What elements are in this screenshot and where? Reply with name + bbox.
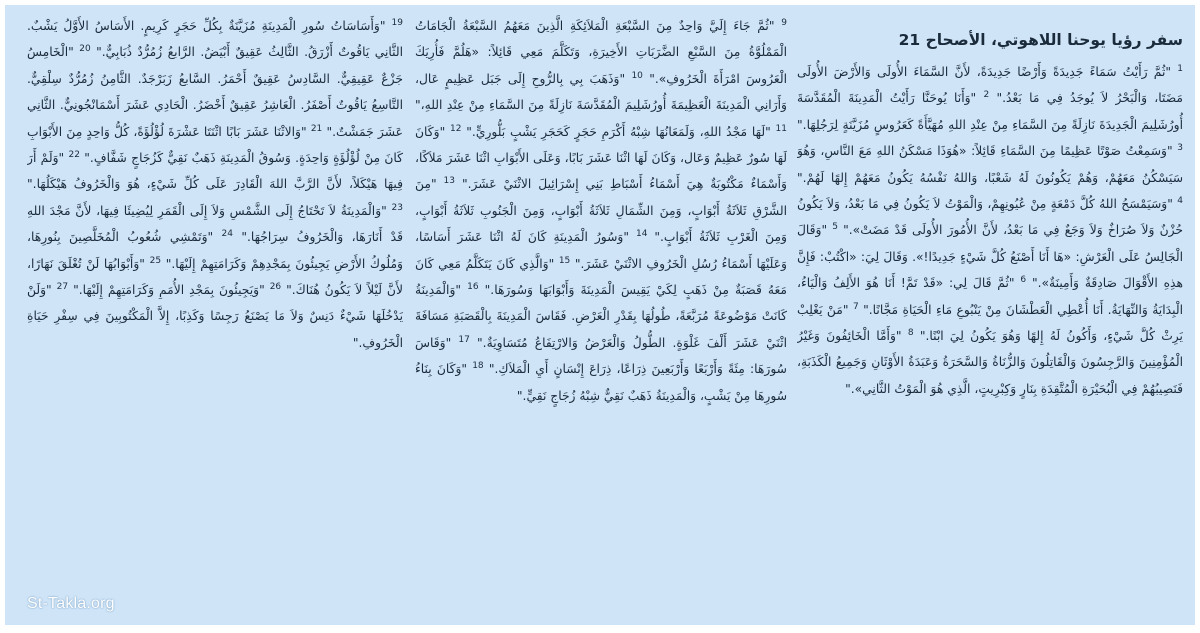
verse-text: "وَالَّذِي كَانَ يَتَكَلَّمُ مَعِي كَانَ مَعَهُ قَصَبَةٌ مِنْ ذَهَبٍ لِكَيْ يَقِيسَ الْمَدِينَةَ وَأَبْوَابَهَا وَسُورَهَا." bbox=[415, 256, 787, 298]
verse-text: "وَسَيَمْسَحُ اللهُ كُلَّ دَمْعَةٍ مِنْ عُيُونِهِمْ، وَالْمَوْتُ لاَ يَكُونُ فِي مَا بَعْدُ، وَلاَ يَكُونُ حُزْنٌ وَلاَ صُرَاخٌ وَلاَ وَجَعٌ فِي مَا بَعْدُ، لأَنَّ الأُمُورَ الأُولَى قَدْ مَضَتْ»." bbox=[797, 197, 1183, 238]
verse-text: "وَسَمِعْتُ صَوْتًا عَظِيمًا مِنَ السَّمَاءِ قَائِلاً: «هُوَذَا مَسْكَنُ اللهِ مَعَ النَّاسِ، وَهُوَ سَيَسْكُنُ مَعَهُمْ، وَهُمْ يَكُونُونَ لَهُ شَعْبًا، وَاللهُ نَفْسُهُ يَكُونُ مَعَهُمْ إِلهًا لَهُمْ." bbox=[797, 144, 1183, 185]
verse-number: 2 bbox=[983, 90, 990, 101]
verse-number: 26 bbox=[269, 281, 282, 292]
verse-number: 8 bbox=[907, 327, 914, 338]
verse-number: 23 bbox=[391, 202, 403, 213]
verse-text: "وَأَبْوَابُهَا لَنْ تُغْلَقَ نَهَارًا، لأَنَّ لَيْلاً لاَ يَكُونُ هُنَاكَ." bbox=[27, 256, 403, 298]
verse-number: 25 bbox=[149, 255, 162, 266]
verse-number: 9 bbox=[781, 17, 787, 28]
watermark-logo: St-Takla.org bbox=[27, 595, 115, 612]
verse-number: 5 bbox=[832, 222, 838, 233]
verse-text: "مَنْ يَغْلِبْ يَرِثْ كُلَّ شَيْءٍ، وَأَكُونُ لَهُ إِلهًا وَهُوَ يَكُونُ لِيَ ابْنًا." bbox=[797, 302, 1183, 344]
verse-text: "ثُمَّ جَاءَ إِلَيَّ وَاحِدٌ مِنَ السَّبْعَةِ الْمَلاَئِكَةِ الَّذِينَ مَعَهُمُ السَّبْعَةُ الْجَامَاتُ الْمَمْلُوَّةُ مِنَ السَّبْعِ الضَّرَبَاتِ الأَخِيرَةِ، وَتَكَلَّمَ مَعِي قَائِلاً: «هَلُمَّ فَأُرِيَكَ الْعَرُوسَ امْرَأَةَ الْخَرُوفِ»." bbox=[415, 19, 787, 86]
verse-number: 4 bbox=[1177, 195, 1183, 206]
verse-text: "وَذَهَبَ بِي بِالرُّوحِ إِلَى جَبَل عَظِيمٍ عَال، وَأَرَانِي الْمَدِينَةَ الْعَظِيمَةَ أُورُشَلِيمَ الْمُقَدَّسَةَ نَازِلَةً مِنَ السَّمَاءِ مِنْ عِنْدِ اللهِ،" bbox=[415, 71, 787, 113]
verse-text: "ثُمَّ قَالَ لِي: «قَدْ تَمَّ! أَنَا هُوَ الأَلِفُ وَالْيَاءُ، الْبِدَايَةُ وَالنِّهَايَةُ. أَنَا أُعْطِي الْعَطْشَانَ مِنْ يَنْبُوعِ مَاءِ الْحَيَاةِ مَجَّانًا." bbox=[797, 276, 1183, 317]
verse-number: 13 bbox=[443, 176, 455, 187]
verse-text: "وَكَانَ لَهَا سُورٌ عَظِيمٌ وَعَال، وَكَانَ لَهَا اثْنَا عَشَرَ بَابًا، وَعَلَى الأَبْوَابِ اثْنَا عَشَرَ مَلاَكًا، وَأَسْمَاءٌ مَكْتُوبَةٌ هِيَ أَسْمَاءُ أَسْبَاطِ بَنِي إِسْرَائِيلَ الاثْنَيْ عَشَرَ." bbox=[415, 124, 787, 192]
verse-text: "وَكَانَ بِنَاءُ سُورِهَا مِنْ يَشْبٍ، وَالْمَدِينَةُ ذَهَبٌ نَقِيٌّ شِبْهُ زُجَاجٍ نَقِيٍّ." bbox=[415, 362, 787, 403]
verse-text: "مِنَ الشَّرْقِ ثَلاَثَةُ أَبْوَابٍ، وَمِنَ الشِّمَالِ ثَلاَثَةُ أَبْوَابٍ، وَمِنَ الْجَنُوبِ ثَلاَثَةُ أَبْوَابٍ، وَمِنَ الْغَرْبِ ثَلاَثَةُ أَبْوَابٍ." bbox=[415, 177, 787, 245]
verse-number: 10 bbox=[631, 70, 643, 81]
verse-number: 21 bbox=[310, 123, 323, 134]
verse-number: 22 bbox=[68, 149, 80, 160]
verse-text: "وَالاثْنَا عَشَرَ بَابًا اثْنَتَا عَشْرَةَ لُؤْلُؤَةً، كُلُّ وَاحِدٍ مِنَ الأَبْوَابِ كَانَ مِنْ لُؤْلُؤَةٍ وَاحِدَةٍ. وَسُوقُ الْمَدِينَةِ ذَهَبٌ نَقِيٌّ كَزُجَاجٍ شَفَّافٍ." bbox=[27, 124, 403, 166]
verse-text: "وَأَسَاسَاتُ سُورِ الْمَدِينَةِ مُزَيَّنَةٌ بِكُلِّ حَجَرٍ كَرِيمٍ. الأَسَاسُ الأَوَّلُ يَشْبٌ. الثَّانِي يَاقُوتٌ أَزْرَقُ. الثَّالِثُ عَقِيقٌ أَبْيَضُ. الرَّابعُ زُمُرُّدٌ ذُبَابِيٌّ." bbox=[27, 19, 403, 60]
verse-number: 14 bbox=[635, 229, 648, 240]
verse-text: "الْخَامِسُ جَزْعٌ عَقِيقِيٌّ. السَّادِسُ عَقِيقٌ أَحْمَرُ. السَّابعُ زَبَرْجَدٌ. الثَّامِنُ زُمُرُّدٌ سِلْقِيٌّ. التَّاسِعُ يَاقُوتٌ أَصْفَرُ. الْعَاشِرُ عَقِيقٌ أَخْضَرُ. الْحَادِي عَشَرَ أَسْمَانْجُونِيٌّ. الثَّانِي عَشَرَ جَمَشْتٌ." bbox=[27, 45, 403, 139]
text-column-left bbox=[27, 13, 403, 619]
verse-number: 15 bbox=[558, 255, 571, 266]
chapter-title: سفر رؤيا يوحنا اللاهوتي، الأصحاح 21 bbox=[898, 31, 1183, 49]
verse-number: 6 bbox=[1020, 275, 1027, 286]
verse-number: 17 bbox=[458, 334, 470, 345]
verse-number: 20 bbox=[79, 44, 91, 55]
verse-number: 18 bbox=[472, 361, 484, 372]
verses-middle bbox=[415, 13, 787, 409]
verse-text: "وَلَمْ أَرَ فِيهَا هَيْكَلاً، لأَنَّ الرَّبَّ اللهَ الْقَادِرَ عَلَى كُلِّ شَيْءٍ، هُوَ وَالْخَرُوفُ هَيْكَلُهَا." bbox=[27, 151, 403, 192]
verses-right bbox=[797, 59, 1183, 402]
verse-text: "وَأَنَا يُوحَنَّا رَأَيْتُ الْمَدِينَةَ الْمُقَدَّسَةَ أُورُشَلِيمَ الْجَدِيدَةَ نَازِلَةً مِنَ السَّمَاءِ مِنْ عِنْدِ اللهِ مُهَيَّأَةً كَعَرُوسٍ مُزَيَّنَةٍ لِرَجُلِهَا." bbox=[797, 91, 1183, 132]
verse-text: "وَقَاسَ سُورَهَا: مِئَةً وَأَرْبَعًا وَأَرْبَعِينَ ذِرَاعًا، ذِرَاعَ إِنْسَانٍ أَيِ الْمَلاَكِ." bbox=[415, 335, 787, 377]
verse-number: 16 bbox=[467, 281, 479, 292]
verse-text: "وَقَالَ الْجَالِسُ عَلَى الْعَرْشِ: «هَا أَنَا أَصْنَعُ كُلَّ شَيْءٍ جَدِيدًا!». وَقَالَ لِيَ: «اكْتُبْ: فَإِنَّ هذِهِ الأَقْوَالَ صَادِقَةٌ وَأَمِينَةٌ»." bbox=[797, 223, 1183, 291]
verse-number: 27 bbox=[56, 281, 69, 292]
verse-text: "ثُمَّ رَأَيْتُ سَمَاءً جَدِيدَةً وَأَرْضًا جَدِيدَةً، لأَنَّ السَّمَاءَ الأُولَى وَالأَرْضَ الأُولَى مَضَتَا، وَالْبَحْرُ لاَ يُوجَدُ فِي مَا بَعْدُ." bbox=[797, 65, 1183, 106]
verse-number: 24 bbox=[221, 229, 233, 240]
verse-number: 1 bbox=[1177, 63, 1183, 74]
verse-text: "وَالْمَدِينَةُ لاَ تَحْتَاجُ إِلَى الشَّمْسِ وَلاَ إِلَى الْقَمَرِ لِيُضِيئَا فِيهَا، لأَنَّ مَجْدَ اللهِ قَدْ أَنَارَهَا، وَالْخَرُوفُ سِرَاجُهَا." bbox=[27, 203, 403, 245]
verse-number: 19 bbox=[391, 17, 403, 28]
verse-text: "وَالْمَدِينَةُ كَانَتْ مَوْضُوعَةً مُرَبَّعَةً، طُولُهَا بِقَدْرِ الْعَرْضِ. فَقَاسَ الْمَدِينَةَ بِالْقَصَبَةِ مَسَافَةَ اثْنَيْ عَشَرَ أَلْفَ غَلْوَةٍ. الطُّولُ وَالْعَرْضُ وَالارْتِفَاعُ مُتَسَاوِيَةٌ." bbox=[415, 283, 787, 350]
verse-text: "لَهَا مَجْدُ اللهِ، وَلَمَعَانُهَا شِبْهُ أَكْرَمِ حَجَرٍ كَحَجَرِ يَشْبٍ بَلُّورِيٍّ." bbox=[466, 124, 771, 139]
verse-text: "وَأَمَّا الْخَائِفُونَ وَغَيْرُ الْمُؤْمِنِينَ وَالرَّجِسُونَ وَالْقَاتِلُونَ وَالزُّنَاةُ وَالسَّحَرَةُ وَعَبَدَةُ الأَوْثَانِ وَجَمِيعُ الْكَذَبَةِ، فَنَصِيبُهُمْ فِي الْبُحَيْرَةِ الْمُتَّقِدَةِ بِنَارٍ وَكِبْرِيتٍ، الَّذِي هُوَ الْمَوْتُ الثَّانِي»." bbox=[797, 329, 1183, 396]
verse-text: "وَسُورُ الْمَدِينَةِ كَانَ لَهُ اثْنَا عَشَرَ أَسَاسًا، وَعَلَيْهَا أَسْمَاءُ رُسُلِ الْخَرُوفِ الاثْنَيْ عَشَرَ." bbox=[415, 230, 787, 271]
verses-left bbox=[27, 13, 403, 356]
verse-number: 7 bbox=[852, 301, 859, 312]
verse-text: "وَيَجِيئُونَ بِمَجْدِ الأُمَمِ وَكَرَامَتِهِمْ إِلَيْهَا." bbox=[73, 283, 265, 298]
verse-text: "وَتَمْشِي شُعُوبُ الْمُخَلَّصِينَ بِنُورِهَا، وَمُلُوكُ الأَرْضِ يَجِيئُونَ بِمَجْدِهِمْ وَكَرَامَتِهِمْ إِلَيْهَا." bbox=[27, 230, 403, 271]
verse-number: 11 bbox=[775, 123, 787, 134]
verse-number: 3 bbox=[1177, 143, 1183, 154]
verse-text: "وَلَنْ يَدْخُلَهَا شَيْءٌ دَنِسٌ وَلاَ مَا يَصْنَعُ رَجِسًا وَكَذِبًا، إِلاَّ الْمَكْتُوبِينَ فِي سِفْرِ حَيَاةِ الْخَرُوفِ." bbox=[27, 283, 403, 350]
text-panel bbox=[5, 5, 1195, 625]
text-column-right bbox=[797, 27, 1183, 633]
verse-number: 12 bbox=[450, 123, 462, 134]
text-column-middle bbox=[415, 13, 787, 619]
